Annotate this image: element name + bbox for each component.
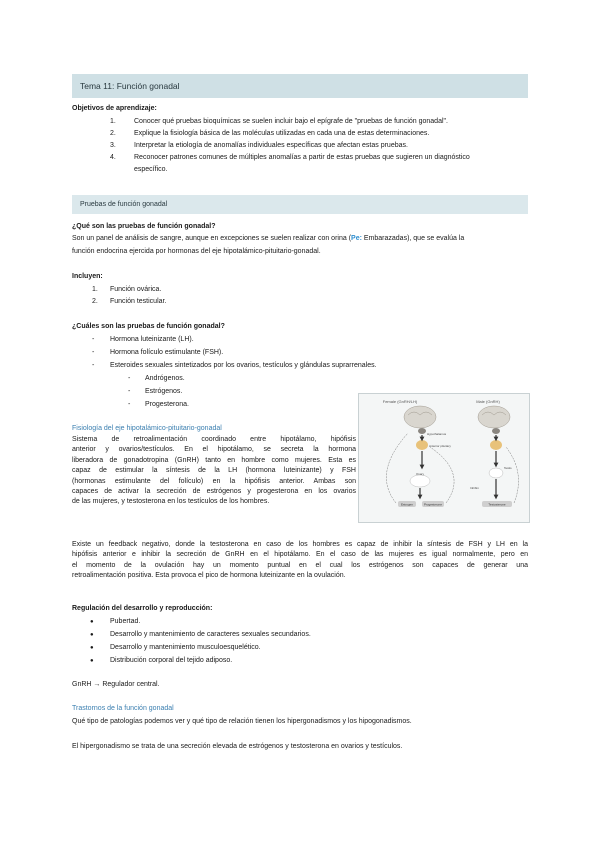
hypothalamus-icon	[418, 428, 426, 434]
section-header-tema: Tema 11: Función gonadal	[72, 74, 528, 98]
figure-ovary-label: Ovary	[415, 472, 425, 476]
figure-testis-label: Testis	[504, 466, 512, 470]
pituitary-icon	[416, 440, 428, 450]
list-bullet: -	[92, 362, 95, 369]
includes-title: Incluyen:	[72, 273, 103, 280]
list-item: Estrógenos.	[145, 388, 183, 395]
feedback-paragraph	[72, 540, 528, 582]
paragraph-line: anterior y ovarios/testículos. En el hipotálamo, se secreta la hormona	[72, 446, 356, 454]
paragraph-line: hipófisis anterior e inhibir la secreción de GnRH en el hipotálamo. En el caso de las mujeres es igual normalmente, pero en	[72, 551, 528, 559]
list-bullet: ●	[90, 632, 94, 638]
list-bullet: -	[92, 349, 95, 356]
list-item: Reconocer patrones comunes de múltiples anomalías a partir de estas pruebas que sugieren un diagnóstico	[134, 154, 470, 161]
paragraph-line: retroalimentación positiva. Esta provoca el pico de hormona luteinizante en la ovulación.	[72, 572, 346, 580]
list-number: 1.	[110, 118, 116, 125]
text-run: Embarazadas), que se evalúa la	[361, 235, 465, 242]
list-item: Explique la fisiología básica de las moléculas utilizadas en cada una de estas determinaciones.	[134, 130, 430, 137]
figure-hypothalamus-label: Hypothalamus	[427, 432, 447, 436]
section-header-pruebas: Pruebas de función gonadal	[72, 195, 528, 214]
list-item: Interpretar la etiología de anomalías individuales específicas que afectan estas pruebas.	[134, 142, 408, 149]
list-item: Pubertad.	[110, 618, 141, 625]
text-run: Son un panel de análisis de sangre, aunque en excepciones se suelen realizar con orina (	[72, 235, 352, 242]
question-title: ¿Qué son las pruebas de función gonadal?	[72, 223, 216, 230]
list-item: Andrógenos.	[145, 375, 185, 382]
figure-testosterone-label: Testosterone	[488, 502, 506, 507]
list-number: 1.	[92, 286, 98, 293]
paragraph-line: Qué tipo de patologías podemos ver y qué tipo de relación tienen los hipergonadismos y los hipogonadismos.	[72, 718, 412, 725]
list-item: Función ovárica.	[110, 286, 162, 293]
paragraph-line: El hipergonadismo se trata de una secreción elevada de estrógenos y testosterona en ovarios y testículos.	[72, 743, 403, 750]
section-subtitle: Fisiología del eje hipotalámico-pituitario-gonadal	[72, 425, 222, 432]
figure-progesterone-label: Progesterone	[423, 502, 443, 507]
paragraph-line: liberadora de gonadotropina (GnRH) tanto en hombre como mujeres. Esta es	[72, 456, 356, 464]
list-number: 2.	[92, 298, 98, 305]
paragraph-line: el momento de la ovulación hay un momento puntual en el cual los estrógenos son capaces de generar una	[72, 561, 528, 569]
paragraph-line: (hormonas estimulante del folículo) en la hipófisis anterior. Ambas son	[72, 477, 356, 485]
figure-label-left: Female (GnRH/LH)	[382, 399, 418, 404]
list-item: Función testicular.	[110, 298, 167, 305]
list-item: Hormona luteinizante (LH).	[110, 336, 194, 343]
brain-icon	[478, 406, 510, 428]
list-bullet: -	[128, 401, 131, 408]
paragraph-line: capaz de estimular la síntesis de la LH (hormona luteinizante) y FSH	[72, 467, 356, 475]
list-number: 2.	[110, 130, 116, 137]
paragraph-line: de las mujeres, y testosterona en los testículos de los hombres.	[72, 498, 270, 506]
list-bullet: -	[92, 336, 95, 343]
list-bullet: -	[128, 388, 131, 395]
list-item: Distribución corporal del tejido adiposo.	[110, 657, 233, 664]
list-item: Esteroides sexuales sintetizados por los ovarios, testículos y glándulas suprarrenales.	[110, 362, 377, 369]
list-item: Hormona folículo estimulante (FSH).	[110, 349, 224, 356]
testis-icon	[489, 468, 503, 478]
pituitary-icon	[490, 440, 502, 450]
list-item: Desarrollo y mantenimiento de caracteres sexuales secundarios.	[110, 631, 311, 638]
physiology-paragraph	[72, 435, 356, 508]
list-number: 4.	[110, 154, 116, 161]
list-bullet: -	[128, 375, 131, 382]
hypothalamus-icon	[492, 428, 500, 434]
objectives-title: Objetivos de aprendizaje:	[72, 105, 157, 112]
ovary-icon	[410, 475, 430, 487]
paragraph-line: función endocrina ejercida por hormonas del eje hipotalámico-pituitario-gonadal.	[72, 248, 321, 255]
list-bullet: ●	[90, 658, 94, 664]
list-bullet: ●	[90, 619, 94, 625]
figure-label-right: Male (GnRH)	[476, 399, 500, 404]
list-item: Progesterona.	[145, 401, 189, 408]
figure-inhibin-label: Inhibin	[470, 486, 479, 490]
highlight-pe: Pe:	[351, 235, 362, 242]
list-item: Desarrollo y mantenimiento musculoesquelético.	[110, 644, 261, 651]
paragraph-line: Existe un feedback negativo, donde la testosterona en caso de los hombres es capaz de inhibir la síntesis de FSH y LH en la	[72, 541, 528, 548]
section-subtitle: Trastornos de la función gonadal	[72, 705, 174, 712]
figure-estrogen-label: Estrogen	[400, 502, 414, 507]
list-number: 3.	[110, 142, 116, 149]
question-title: ¿Cuáles son las pruebas de función gonadal?	[72, 323, 225, 330]
paragraph-line: Sistema de retroalimentación coordinado entre hipotálamo, hipófisis	[72, 436, 356, 443]
figure-pituitary-label: Anterior pituitary	[429, 444, 451, 448]
paragraph-line	[72, 234, 464, 244]
list-bullet: ●	[90, 645, 94, 651]
list-item: Conocer qué pruebas bioquímicas se suelen incluir bajo el epígrafe de "pruebas de función gonadal".	[134, 118, 448, 125]
brain-icon	[404, 406, 436, 428]
list-item-continuation: específico.	[134, 166, 168, 173]
regulation-title: Regulación del desarrollo y reproducción:	[72, 605, 213, 612]
gnrh-note: GnRH → Regulador central.	[72, 681, 160, 688]
paragraph-line: capaces de activar la secreción de estrógenos y progesterona en los ovarios	[72, 488, 356, 496]
hpg-axis-figure	[358, 393, 530, 523]
